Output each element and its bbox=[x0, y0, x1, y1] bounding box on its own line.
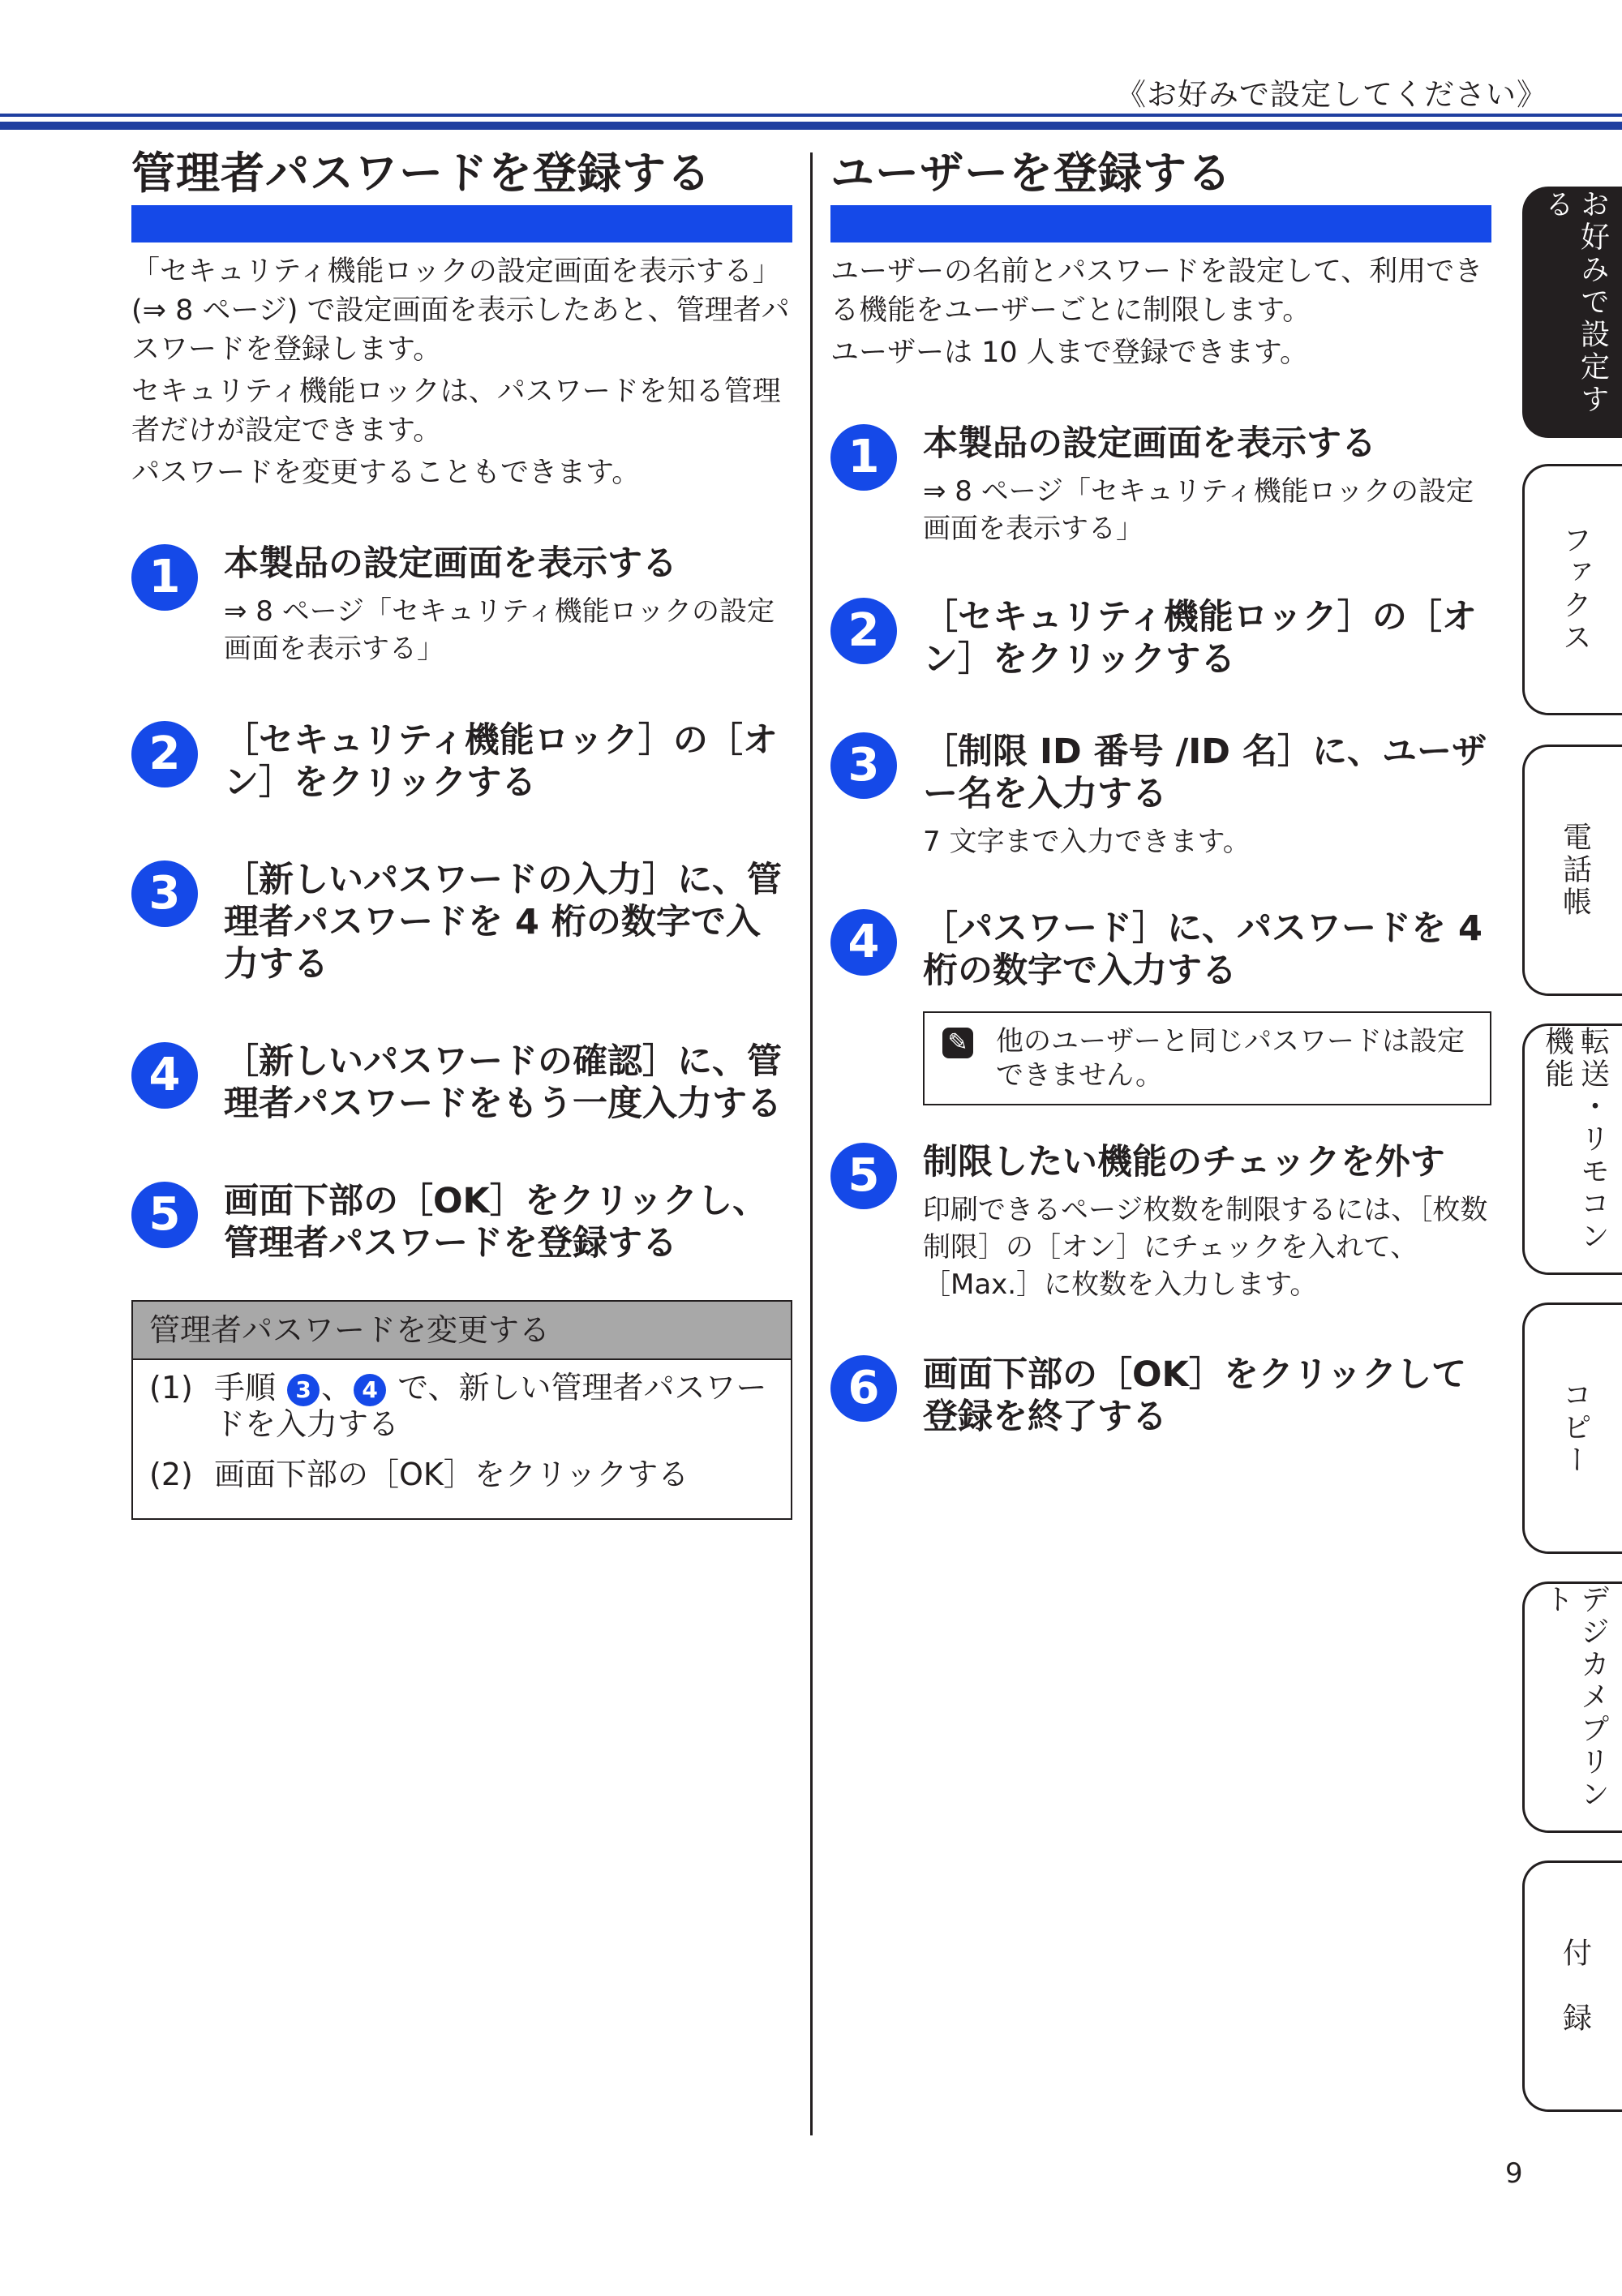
box-item-text: 画面下部の［OK］をクリックする bbox=[214, 1456, 689, 1492]
box-item-text: で、新しい管理者パスワードを入力する bbox=[214, 1370, 767, 1442]
page-number: 9 bbox=[1505, 2157, 1523, 2190]
box-item bbox=[149, 1370, 775, 1442]
intro-paragraph: パスワードを変更することもできます。 bbox=[131, 457, 641, 489]
left-column bbox=[131, 142, 792, 1520]
intro-paragraph: 「セキュリティ機能ロックの設定画面を表示する」(⇒ 8 ページ) で設定画面を表示したあと、管理者パスワードを登録します。 bbox=[131, 255, 790, 366]
step-number-4: 4 bbox=[830, 909, 897, 976]
note-pencil-icon: ✎ bbox=[942, 1028, 973, 1058]
step-ref-4-icon: 4 bbox=[354, 1374, 386, 1406]
header-rule-thick bbox=[0, 122, 1622, 130]
box-item-index: (2) bbox=[149, 1456, 193, 1492]
step-number-5: 5 bbox=[131, 1182, 198, 1248]
step-number-4: 4 bbox=[131, 1042, 198, 1109]
step-number-3: 3 bbox=[131, 860, 198, 927]
step-title: ［セキュリティ機能ロック］の［オン］をクリックする bbox=[224, 720, 778, 803]
step-number-1: 1 bbox=[131, 544, 198, 611]
step-body: ⇒ 8 ページ「セキュリティ機能ロックの設定画面を表示する」 bbox=[224, 595, 775, 665]
step-number-6: 6 bbox=[830, 1355, 897, 1422]
step-ref-3-icon: 3 bbox=[287, 1374, 320, 1406]
tab-label: デジカメプリント bbox=[1540, 1584, 1610, 1811]
tab-label: お好みで設定する bbox=[1540, 189, 1610, 416]
box-heading: 管理者パスワードを変更する bbox=[133, 1302, 791, 1360]
intro-paragraph: ユーザーの名前とパスワードを設定して、利用できる機能をユーザーごとに制限します。 bbox=[830, 255, 1483, 327]
step-title: 本製品の設定画面を表示する bbox=[923, 423, 1376, 464]
column-divider bbox=[810, 152, 813, 2135]
section-title-admin-password: 管理者パスワードを登録する bbox=[131, 148, 711, 199]
step-number-3: 3 bbox=[830, 732, 897, 799]
tab-phonebook[interactable] bbox=[1522, 745, 1622, 996]
note-box bbox=[923, 1011, 1491, 1105]
step bbox=[830, 908, 1491, 1105]
step-number-1: 1 bbox=[830, 424, 897, 491]
step-title: ［新しいパスワードの入力］に、管理者パスワードを 4 桁の数字で入力する bbox=[224, 860, 782, 985]
tab-forwarding-remote[interactable] bbox=[1522, 1024, 1622, 1275]
section-intro bbox=[830, 252, 1491, 372]
running-head: 《お好みで設定してください》 bbox=[1116, 77, 1547, 112]
tab-fax[interactable] bbox=[1522, 464, 1622, 715]
step bbox=[131, 1041, 792, 1125]
step bbox=[830, 596, 1491, 680]
step-title: ［制限 ID 番号 /ID 名］に、ユーザー名を入力する bbox=[923, 732, 1487, 814]
tab-label: ファクス bbox=[1558, 525, 1592, 654]
header-rule-thin bbox=[0, 114, 1622, 117]
tab-label: 転送・リモコン機能 bbox=[1540, 1026, 1610, 1253]
section-title-bar bbox=[830, 205, 1491, 242]
intro-paragraph: セキュリティ機能ロックは、パスワードを知る管理者だけが設定できます。 bbox=[131, 376, 781, 447]
step bbox=[131, 543, 792, 667]
step bbox=[131, 719, 792, 804]
step-title: ［パスワード］に、パスワードを 4 桁の数字で入力する bbox=[923, 908, 1483, 991]
step bbox=[131, 859, 792, 985]
step bbox=[830, 731, 1491, 860]
tab-copy[interactable] bbox=[1522, 1302, 1622, 1554]
section-intro bbox=[131, 252, 792, 492]
tab-appendix[interactable] bbox=[1522, 1860, 1622, 2112]
step-body: 印刷できるページ枚数を制限するには、［枚数制限］の［オン］にチェックを入れて、［Max.］に枚数を入力します。 bbox=[923, 1194, 1488, 1301]
tab-label: 電話帳 bbox=[1558, 822, 1592, 919]
tab-preferences[interactable] bbox=[1522, 187, 1622, 438]
step-title: 本製品の設定画面を表示する bbox=[224, 543, 677, 584]
box-item-separator: 、 bbox=[321, 1370, 353, 1405]
step-number-5: 5 bbox=[830, 1143, 897, 1209]
tab-photo-print[interactable] bbox=[1522, 1581, 1622, 1833]
box-item-index: (1) bbox=[149, 1370, 193, 1405]
box-body bbox=[133, 1360, 791, 1518]
step bbox=[830, 1354, 1491, 1438]
step-number-2: 2 bbox=[830, 598, 897, 664]
step-number-2: 2 bbox=[131, 721, 198, 788]
intro-paragraph: ユーザーは 10 人まで登録できます。 bbox=[830, 337, 1308, 369]
box-item bbox=[149, 1457, 775, 1492]
section-title-register-user: ユーザーを登録する bbox=[830, 148, 1232, 199]
step-body: 7 文字まで入力できます。 bbox=[923, 826, 1251, 858]
step-title: ［セキュリティ機能ロック］の［オン］をクリックする bbox=[923, 597, 1477, 680]
note-text: 他のユーザーと同じパスワードは設定できません。 bbox=[996, 1025, 1465, 1092]
step-title: 画面下部の［OK］をクリックし、管理者パスワードを登録する bbox=[224, 1181, 768, 1264]
box-item-text: 手順 bbox=[214, 1370, 277, 1405]
step-title: ［新しいパスワードの確認］に、管理者パスワードをもう一度入力する bbox=[224, 1041, 782, 1124]
change-password-box bbox=[131, 1300, 792, 1520]
step bbox=[830, 423, 1491, 547]
step bbox=[131, 1180, 792, 1264]
step bbox=[830, 1141, 1491, 1303]
step-title: 制限したい機能のチェックを外す bbox=[923, 1142, 1445, 1182]
right-column bbox=[830, 142, 1491, 1438]
step-title: 画面下部の［OK］をクリックして登録を終了する bbox=[923, 1354, 1467, 1437]
section-title-bar bbox=[131, 205, 792, 242]
tab-label: 付 録 bbox=[1558, 1938, 1592, 2035]
step-body: ⇒ 8 ページ「セキュリティ機能ロックの設定画面を表示する」 bbox=[923, 475, 1474, 545]
tab-label: コピー bbox=[1558, 1380, 1592, 1477]
